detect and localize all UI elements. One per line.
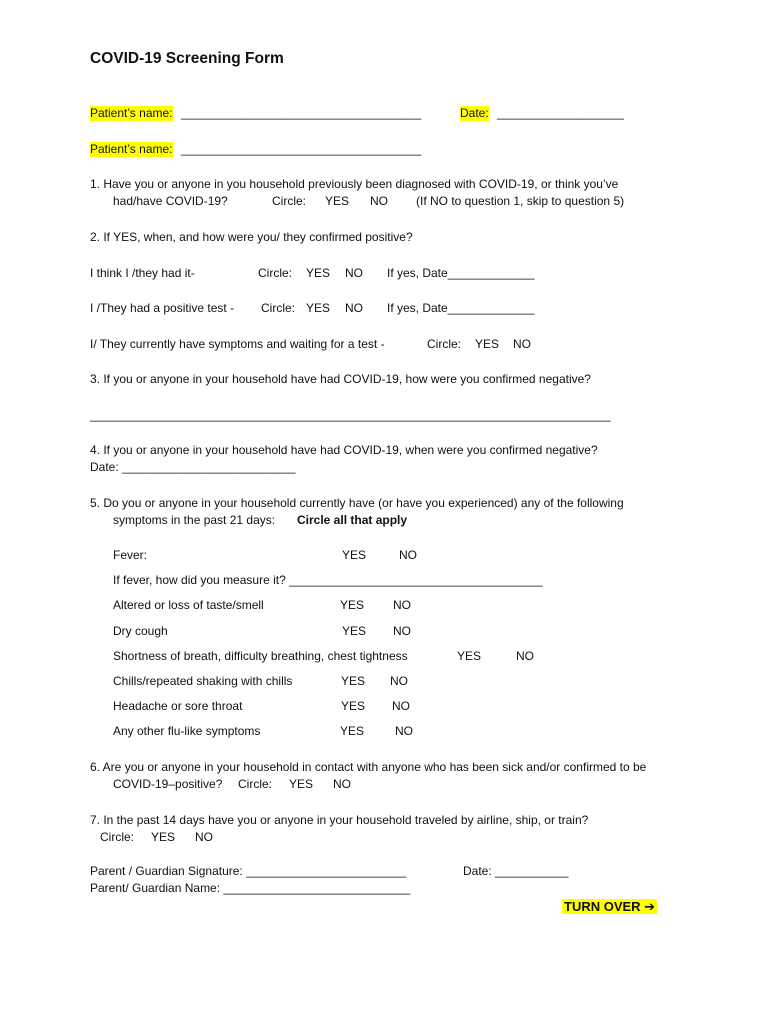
question-3-blank: ______________________________________________________________________________ <box>90 408 611 422</box>
symptom-chills-no: NO <box>390 674 408 688</box>
patient-name-label-2: Patient’s name: <box>90 142 173 156</box>
symptom-flu-yes: YES <box>340 724 365 738</box>
question-4-text: 4. If you or anyone in your household have had COVID-19, when were you confirmed negative? <box>90 443 598 457</box>
date-blank: ___________________ <box>497 106 624 120</box>
symptom-chills-label: Chills/repeated shaking with chills <box>113 674 293 688</box>
date-label: Date: <box>460 106 489 120</box>
symptom-taste-yes: YES <box>340 598 365 612</box>
question-3-text: 3. If you or anyone in your household have had COVID-19, how were you confirmed negative? <box>90 372 591 386</box>
question-6-no: NO <box>333 777 351 791</box>
symptom-cough-yes: YES <box>342 624 367 638</box>
question-6-circle: Circle: <box>238 777 273 791</box>
question-1-text-cont: had/have COVID-19? <box>113 194 228 208</box>
symptom-taste-no: NO <box>393 598 411 612</box>
symptom-chills-yes: YES <box>341 674 366 688</box>
question-6-yes: YES <box>289 777 314 791</box>
symptom-headache-no: NO <box>392 699 410 713</box>
turn-over-label: TURN OVER ➔ <box>564 899 656 914</box>
question-7-no: NO <box>195 830 213 844</box>
question-7-circle: Circle: <box>100 830 135 844</box>
question-2-row-2-label: I /They had a positive test - <box>90 301 235 315</box>
question-2-row-3-label: I/ They currently have symptoms and waiting for a test - <box>90 337 385 351</box>
question-1-yes: YES <box>325 194 350 208</box>
question-6-text: 6. Are you or anyone in your household in contact with anyone who has been sick and/or confirmed to be <box>90 760 647 774</box>
question-7-text: 7. In the past 14 days have you or anyone in your household traveled by airline, ship, or train? <box>90 813 589 827</box>
guardian-name-line: Parent/ Guardian Name: ____________________________ <box>90 881 411 895</box>
question-1-no: NO <box>370 194 388 208</box>
question-5-instruction: Circle all that apply <box>297 513 408 527</box>
question-1-circle: Circle: <box>272 194 307 208</box>
symptom-fever-no: NO <box>399 548 417 562</box>
question-2-row-2-no: NO <box>345 301 363 315</box>
symptom-breath-no: NO <box>516 649 534 663</box>
question-2-row-3-no: NO <box>513 337 531 351</box>
question-2-row-2-date: If yes, Date_____________ <box>387 301 535 315</box>
symptom-cough-no: NO <box>393 624 411 638</box>
question-2-row-3-yes: YES <box>475 337 500 351</box>
symptom-fever-yes: YES <box>342 548 367 562</box>
patient-name-blank: ____________________________________ <box>181 106 422 120</box>
question-2-row-3-circle: Circle: <box>427 337 462 351</box>
symptom-flu-label: Any other flu-like symptoms <box>113 724 261 738</box>
symptom-taste-label: Altered or loss of taste/smell <box>113 598 264 612</box>
symptom-fever-measure: If fever, how did you measure it? ______________________________________ <box>113 573 543 587</box>
question-5-text-cont: symptoms in the past 21 days: <box>113 513 276 527</box>
question-6-text-cont: COVID-19–positive? <box>113 777 223 791</box>
question-2-row-1-label: I think I /they had it- <box>90 266 195 280</box>
symptom-breath-yes: YES <box>457 649 482 663</box>
question-1-note: (If NO to question 1, skip to question 5) <box>416 194 625 208</box>
patient-name-blank-2: ____________________________________ <box>181 142 422 156</box>
question-7-yes: YES <box>151 830 176 844</box>
question-4-date: Date: __________________________ <box>90 460 296 474</box>
symptom-flu-no: NO <box>395 724 413 738</box>
question-2-row-1-no: NO <box>345 266 363 280</box>
patient-name-label: Patient’s name: <box>90 106 173 120</box>
question-2-text: 2. If YES, when, and how were you/ they confirmed positive? <box>90 230 413 244</box>
form-title: COVID-19 Screening Form <box>90 50 284 67</box>
symptom-breath-label: Shortness of breath, difficulty breathing, chest tightness <box>113 649 408 663</box>
question-1-text: 1. Have you or anyone in you household previously been diagnosed with COVID-19, or think you’ve <box>90 177 619 191</box>
question-2-row-2-yes: YES <box>306 301 331 315</box>
symptom-fever-label: Fever: <box>113 548 148 562</box>
symptom-cough-label: Dry cough <box>113 624 168 638</box>
guardian-signature-line: Parent / Guardian Signature: ________________________ <box>90 864 407 878</box>
question-2-row-1-circle: Circle: <box>258 266 293 280</box>
guardian-date-line: Date: ___________ <box>463 864 569 878</box>
question-2-row-1-date: If yes, Date_____________ <box>387 266 535 280</box>
symptom-headache-yes: YES <box>341 699 366 713</box>
question-5-text: 5. Do you or anyone in your household currently have (or have you experienced) any of the following <box>90 496 624 510</box>
symptom-headache-label: Headache or sore throat <box>113 699 243 713</box>
question-2-row-2-circle: Circle: <box>261 301 296 315</box>
question-2-row-1-yes: YES <box>306 266 331 280</box>
